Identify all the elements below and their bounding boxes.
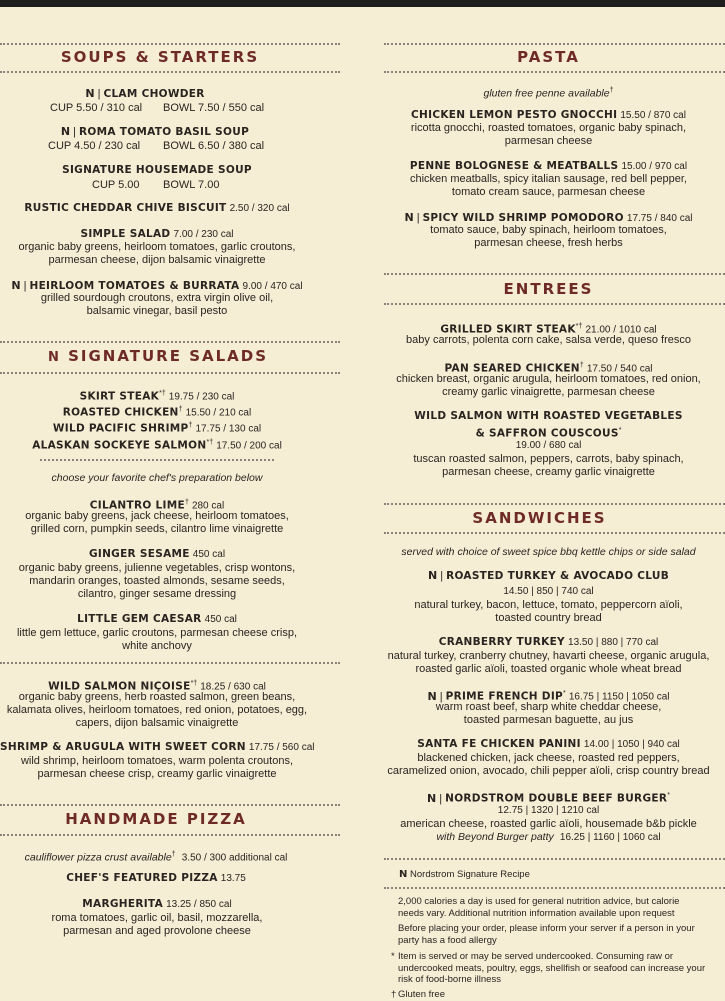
item-price: CUP 5.00 <box>92 179 140 191</box>
divider <box>384 858 725 860</box>
footer-undercooked-note <box>398 951 705 986</box>
item-name: CHICKEN LEMON PESTO GNOCCHI <box>411 109 618 121</box>
salads-instruction: choose your favorite chef's preparation below <box>51 472 263 484</box>
footer-gf-note: Gluten free <box>398 989 445 1000</box>
nordstrom-logo-icon: N <box>11 279 21 292</box>
footer-gf-marker: † <box>391 989 397 1000</box>
divider <box>0 662 340 664</box>
section-title-pizza: HANDMADE PIZZA <box>65 810 247 828</box>
pasta-gluten-note <box>372 84 725 101</box>
item-description: wild shrimp, heirloom tomatoes, warm polenta croutons, <box>20 755 294 767</box>
note-line: party has a food allergy <box>398 934 497 946</box>
menu-item-ginger-sesame <box>0 548 314 561</box>
item-name: WILD SALMON NIÇOISE <box>48 680 191 693</box>
top-bar <box>0 0 725 7</box>
item-description: natural turkey, cranberry chutney, havarti cheese, organic arugula, <box>387 650 710 662</box>
footer-legend <box>399 869 530 881</box>
item-description: capers, dijon balsamic vinaigrette <box>75 717 239 729</box>
item-price: 3.50 / 300 additional cal <box>181 852 288 864</box>
item-price: 2.50 / 320 cal <box>229 203 290 214</box>
divider <box>0 341 340 343</box>
protein-wild-shrimp <box>0 419 314 436</box>
nordstrom-logo-icon: N <box>85 87 95 100</box>
marker: † <box>178 406 183 413</box>
item-price: 16.75 | 1150 | 1050 cal <box>568 691 670 703</box>
item-price: 450 cal <box>204 614 237 625</box>
marker: *† <box>190 680 198 687</box>
item-name: PAN SEARED CHICKEN <box>444 362 580 375</box>
divider <box>40 459 274 461</box>
item-description: organic baby greens, jack cheese, heirloom tomatoes, <box>25 510 289 522</box>
item-price: CUP 4.50 / 230 cal <box>48 140 141 152</box>
item-description: grilled sourdough croutons, extra virgin olive oil, <box>40 292 274 304</box>
sandwiches-note: served with choice of sweet spice bbq kettle chips or side salad <box>401 546 696 558</box>
item-price: 18.25 / 630 cal <box>200 681 266 693</box>
item-name: CHEF'S FEATURED PIZZA <box>66 872 218 884</box>
note-line: 2,000 calories a day is used for general nutrition advice, but calorie <box>398 896 680 907</box>
item-price: 17.75 / 130 cal <box>195 423 262 435</box>
item-price: 13.50 | 880 | 770 cal <box>568 637 659 648</box>
item-name: SHRIMP & ARUGULA WITH SWEET CORN <box>0 741 246 753</box>
section-title-text: SIGNATURE SALADS <box>68 347 269 365</box>
item-description: toasted parmesan baguette, au jus <box>463 714 634 726</box>
menu-item-shrimp-arugula <box>0 741 314 754</box>
item-price: 17.75 / 840 cal <box>626 213 693 224</box>
item-price: 13.75 <box>220 873 246 884</box>
item-description: toasted country bread <box>495 612 602 624</box>
item-name: SKIRT STEAK <box>79 390 160 403</box>
note-line: Before placing your order, please inform your server if a person in your <box>398 923 695 934</box>
item-price: 17.50 / 200 cal <box>216 440 282 452</box>
nordstrom-logo-icon: N <box>427 689 437 703</box>
item-description: tomato cream sauce, parmesan cheese <box>451 186 646 198</box>
section-title-pasta: PASTA <box>517 48 580 66</box>
item-price: 450 cal <box>192 549 226 560</box>
marker: *† <box>206 439 214 446</box>
item-description: white anchovy <box>122 640 192 652</box>
item-price: 16.25 | 1160 | 1060 cal <box>559 832 661 843</box>
nordstrom-logo-icon: N <box>427 791 437 805</box>
footer-nutrition-note <box>398 896 679 919</box>
item-price: CUP 5.50 / 310 cal <box>50 102 143 114</box>
menu-item-gnocchi <box>372 109 725 122</box>
legend-text: Nordstrom Signature Recipe <box>410 869 530 880</box>
divider <box>384 503 725 505</box>
item-price: 15.50 / 870 cal <box>620 110 686 121</box>
divider <box>384 532 725 534</box>
item-description: chicken breast, organic arugula, heirloom tomatoes, red onion, <box>396 373 701 385</box>
menu-item-panini <box>372 738 725 751</box>
menu-item-wild-salmon: WILD SALMON WITH ROASTED VEGETABLES <box>414 410 683 422</box>
note-line: risk of food-borne illness <box>398 974 501 985</box>
item-name: PENNE BOLOGNESE & MEATBALLS <box>409 160 619 172</box>
option-text: with Beyond Burger patty <box>436 831 554 843</box>
item-price: 9.00 / 470 cal <box>242 281 303 292</box>
item-price: 14.00 | 1050 | 940 cal <box>583 739 680 750</box>
item-name: ALASKAN SOCKEYE SALMON <box>32 439 207 452</box>
section-title-sandwiches: SANDWICHES <box>472 509 607 527</box>
section-title-entrees: ENTREES <box>503 280 594 298</box>
item-name: CILANTRO LIME <box>89 499 185 512</box>
protein-skirt-steak <box>0 387 314 404</box>
item-description: parmesan cheese, creamy garlic vinaigrette <box>442 466 655 478</box>
divider <box>384 887 725 889</box>
item-description: parmesan cheese, dijon balsamic vinaigrette <box>48 254 266 266</box>
item-price: 280 cal <box>191 500 225 512</box>
item-description: baby carrots, polenta corn cake, salsa verde, queso fresco <box>406 334 691 346</box>
item-name: HEIRLOOM TOMATOES & BURRATA <box>29 280 240 292</box>
item-name: RUSTIC CHEDDAR CHIVE BISCUIT <box>24 202 227 214</box>
item-description: roma tomatoes, garlic oil, basil, mozzarella, <box>51 912 263 924</box>
menu-item-french-dip: N | PRIME FRENCH DIP* 16.75 | 1150 | 1050 cal <box>427 689 670 703</box>
item-name: SANTA FE CHICKEN PANINI <box>417 738 581 750</box>
item-description: kalamata olives, heirloom tomatoes, red onion, potatoes, egg, <box>6 704 308 716</box>
marker: † <box>184 499 189 506</box>
item-description: blackened chicken, jack cheese, roasted red peppers, <box>417 752 680 764</box>
menu-item-cranberry-turkey <box>372 636 725 649</box>
item-description: warm roast beef, sharp white cheddar cheese, <box>435 701 662 713</box>
item-description: chicken meatballs, spicy italian sausage, red bell pepper, <box>410 173 687 185</box>
nordstrom-logo-icon: N <box>427 569 438 582</box>
item-name: GINGER SESAME <box>88 548 190 560</box>
item-description: mandarin oranges, toasted almonds, sesame seeds, <box>29 575 285 587</box>
item-name: ROASTED CHICKEN <box>62 406 179 419</box>
menu-item-bolognese <box>372 160 725 173</box>
item-price: 15.00 / 970 cal <box>621 161 688 172</box>
marker: † <box>171 851 176 858</box>
item-description: little gem lettuce, garlic croutons, parmesan cheese crisp, <box>16 627 298 639</box>
menu-item-featured-pizza <box>0 872 312 885</box>
marker: * <box>667 792 670 799</box>
divider <box>384 303 725 305</box>
item-name: GRILLED SKIRT STEAK <box>440 323 576 336</box>
item-name: MARGHERITA <box>82 898 164 910</box>
marker: *† <box>575 323 583 330</box>
item-name: CLAM CHOWDER <box>103 88 205 100</box>
item-description: organic baby greens, heirloom tomatoes, garlic croutons, <box>18 241 296 253</box>
item-price: 17.75 / 560 cal <box>248 742 315 753</box>
marker: † <box>579 362 584 369</box>
nordstrom-logo-icon: N <box>47 350 61 365</box>
item-description: american cheese, roasted garlic aïoli, housemade b&b pickle <box>400 818 697 830</box>
item-description: creamy garlic vinaigrette, parmesan cheese <box>442 386 655 398</box>
note-text: gluten free penne available <box>483 87 610 100</box>
item-price: 19.75 / 230 cal <box>168 391 235 403</box>
footer-allergy-note <box>398 923 695 946</box>
pizza-crust-note <box>0 848 312 865</box>
item-price: 12.75 | 1320 | 1210 cal <box>497 805 600 816</box>
item-description: cilantro, ginger sesame dressing <box>77 588 237 600</box>
item-price: 15.50 / 210 cal <box>185 407 252 419</box>
item-description: natural turkey, bacon, lettuce, tomato, peppercorn aïoli, <box>414 599 683 611</box>
item-name: & SAFFRON COUSCOUS <box>475 427 619 440</box>
item-price: 14.50 | 850 | 740 cal <box>503 586 594 597</box>
item-description: parmesan cheese <box>504 135 593 147</box>
marker: † <box>609 87 614 94</box>
item-description: organic baby greens, julienne vegetables, crisp wontons, <box>18 562 296 574</box>
item-description: tuscan roasted salmon, peppers, carrots, baby spinach, <box>413 453 684 465</box>
item-option <box>372 831 725 844</box>
item-name: PRIME FRENCH DIP <box>445 690 564 703</box>
item-price: 19.00 / 680 cal <box>515 440 582 451</box>
marker: † <box>188 422 193 429</box>
item-description: tomato sauce, baby spinach, heirloom tomatoes, <box>430 224 667 236</box>
note-line: undercooked meats, poultry, eggs, shellfish or seafood can increase your <box>398 962 706 974</box>
divider <box>0 372 340 374</box>
divider <box>384 273 725 275</box>
menu-item-pomodoro: N | SPICY WILD SHRIMP POMODORO 17.75 / 840 cal <box>404 211 693 224</box>
item-name: CRANBERRY TURKEY <box>438 636 565 648</box>
protein-sockeye-salmon <box>0 436 314 453</box>
divider <box>0 71 340 73</box>
divider <box>0 804 340 806</box>
item-price: BOWL 7.00 <box>163 179 220 191</box>
note-text: cauliflower pizza crust available <box>24 851 172 864</box>
nordstrom-logo-icon: N <box>60 125 71 138</box>
menu-item-double-burger: N | NORDSTROM DOUBLE BEEF BURGER* <box>427 791 670 805</box>
item-price: 7.00 / 230 cal <box>173 229 234 240</box>
menu-item-simple-salad <box>0 228 314 241</box>
item-description: roasted garlic aïoli, toasted organic whole wheat bread <box>415 663 682 675</box>
item-description: parmesan cheese, fresh herbs <box>474 237 623 249</box>
item-price: 17.50 / 540 cal <box>586 363 653 375</box>
marker: * <box>563 690 566 697</box>
item-name: NORDSTROM DOUBLE BEEF BURGER <box>445 792 668 805</box>
item-description: grilled corn, pumpkin seeds, cilantro lime vinaigrette <box>30 523 284 535</box>
menu-item-little-gem <box>0 613 314 626</box>
item-description: caramelized onion, avocado, chili pepper aïoli, crisp country bread <box>387 765 710 777</box>
item-description: parmesan cheese crisp, creamy garlic vinaigrette <box>37 768 277 780</box>
note-line: needs vary. Additional nutrition information available upon request <box>398 907 675 919</box>
section-title-soups: SOUPS & STARTERS <box>60 48 260 66</box>
menu-item-turkey-club: N | ROASTED TURKEY & AVOCADO CLUB <box>427 569 670 582</box>
divider <box>0 43 340 45</box>
protein-roasted-chicken <box>0 403 314 420</box>
item-name: WILD PACIFIC SHRIMP <box>52 422 189 435</box>
footer-undercooked-marker: * <box>391 951 395 962</box>
menu-item-biscuit <box>0 202 314 215</box>
item-price: 21.00 / 1010 cal <box>585 324 657 336</box>
nordstrom-logo-icon: N <box>404 211 414 224</box>
item-price: BOWL 6.50 / 380 cal <box>163 140 265 152</box>
note-line: Item is served or may be served undercooked. Consuming raw or <box>398 951 674 962</box>
item-description: parmesan and aged provolone cheese <box>63 925 251 937</box>
menu-item-burrata: N | HEIRLOOM TOMATOES & BURRATA 9.00 / 470 cal <box>11 279 303 292</box>
item-name: SPICY WILD SHRIMP POMODORO <box>422 212 624 224</box>
divider <box>384 43 725 45</box>
menu-item-margherita <box>0 898 314 911</box>
item-price: 13.25 / 850 cal <box>166 899 232 910</box>
item-name: SIMPLE SALAD <box>80 228 171 240</box>
marker: *† <box>159 390 166 397</box>
item-description: balsamic vinegar, basil pesto <box>86 305 228 317</box>
marker: * <box>618 427 622 434</box>
section-title-salads <box>0 347 316 365</box>
item-price: BOWL 7.50 / 550 cal <box>163 102 265 114</box>
menu-item-roma-tomato: N | ROMA TOMATO BASIL SOUP <box>60 125 250 138</box>
menu-item-clam-chowder: N | CLAM CHOWDER <box>85 87 205 100</box>
item-name: ROMA TOMATO BASIL SOUP <box>78 126 250 138</box>
divider <box>0 834 340 836</box>
item-name: LITTLE GEM CAESAR <box>77 613 202 625</box>
nordstrom-logo-icon: N <box>399 869 408 880</box>
divider <box>384 71 725 73</box>
item-name: ROASTED TURKEY & AVOCADO CLUB <box>446 570 670 582</box>
item-description: ricotta gnocchi, roasted tomatoes, organic baby spinach, <box>410 122 687 134</box>
menu-item-housemade-soup: SIGNATURE HOUSEMADE SOUP <box>62 164 252 176</box>
item-description: organic baby greens, herb roasted salmon, green beans, <box>18 691 296 703</box>
